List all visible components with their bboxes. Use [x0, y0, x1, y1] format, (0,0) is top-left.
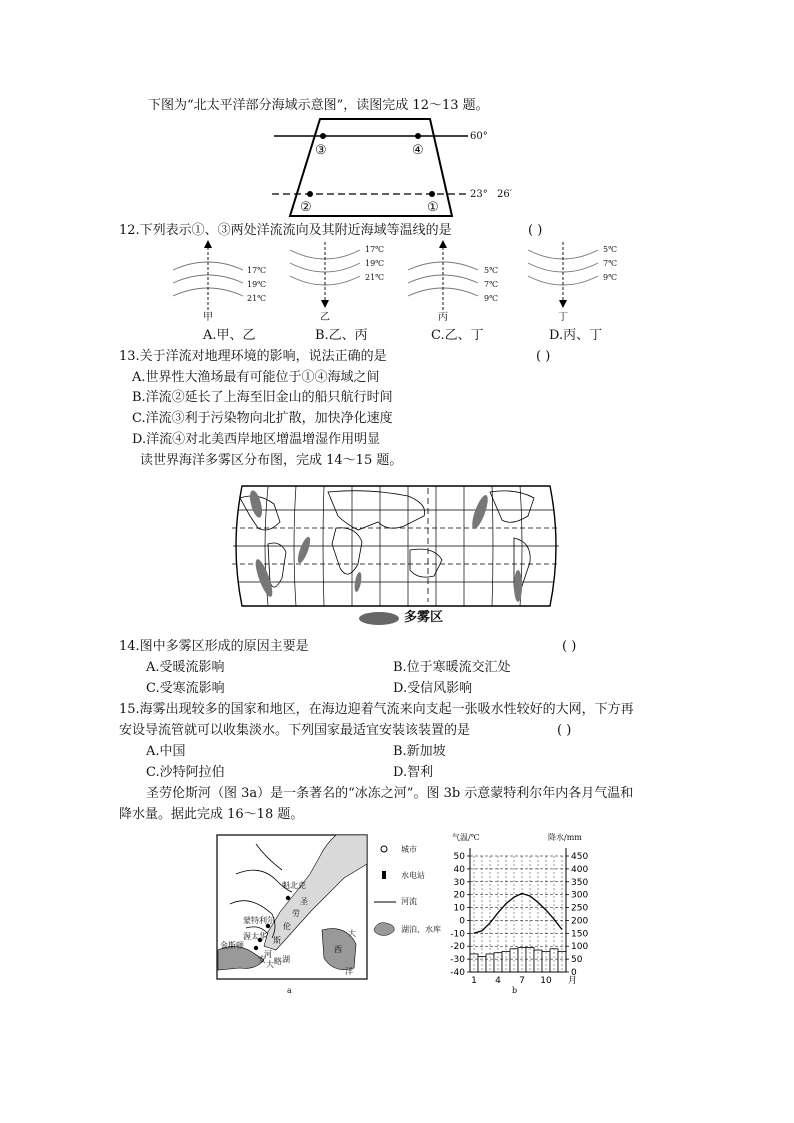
river-char-1: 圣: [300, 897, 308, 906]
bing-temp-2: 7℃: [484, 280, 499, 289]
temp-tick-label: -40: [450, 968, 465, 978]
panel-bing-isotherms: [408, 240, 478, 310]
q12-option-a: A.甲、乙: [203, 328, 256, 343]
place-ottawa: 渥太华: [243, 932, 267, 941]
q15-option-b: B.新加坡: [393, 744, 446, 759]
q15-bracket: ( ): [557, 723, 572, 738]
ocean-char-2: 西: [334, 945, 342, 954]
precip-tick-label: 450: [571, 852, 589, 862]
fog-legend-swatch: [359, 612, 399, 625]
temp-tick-label: -10: [450, 929, 465, 940]
fog-legend-label: 多雾区: [404, 610, 444, 625]
precip-tick-label: 400: [571, 864, 589, 875]
q13-option-d: D.洋流④对北美西岸地区增温增湿作用明显: [132, 432, 381, 447]
precip-tick-label: 100: [571, 942, 589, 953]
intro-16-18-line2: 降水量。据此完成 16～18 题。: [119, 807, 304, 822]
q12-bracket: ( ): [528, 223, 543, 238]
panel-jia-isotherms: [173, 240, 243, 310]
q15-option-d: D.智利: [393, 765, 434, 780]
lake-char-3: 略: [274, 957, 282, 966]
montreal-climate-chart: [436, 844, 602, 986]
q12-option-c: C.乙、丁: [431, 328, 484, 343]
q15-stem-line1: 15.海雾出现较多的国家和地区，在海边迎着气流来向支起一张吸水性较好的大网，下方再: [119, 702, 634, 717]
lat-26-label: 26′: [497, 189, 512, 200]
temp-tick-label: 40: [453, 864, 465, 875]
intro-12-13: 下图为“北太平洋部分海域示意图”，读图完成 12～13 题。: [148, 98, 489, 113]
q12-option-d: D.丙、丁: [549, 328, 603, 343]
q14-option-a: A.受暖流影响: [146, 660, 225, 675]
precip-tick-label: 50: [571, 955, 583, 966]
precip-tick-label: 200: [571, 916, 589, 927]
lake-char-4: 湖: [282, 955, 290, 964]
river-char-5: 河: [264, 950, 272, 959]
ocean-char-1: 大: [348, 929, 356, 938]
river-char-4: 斯: [273, 936, 281, 945]
month-tick-label: 10: [540, 976, 552, 986]
intro-14-15: 读世界海洋多雾区分布图，完成 14～15 题。: [140, 453, 403, 468]
panel-yi-isotherms: [290, 242, 360, 308]
world-fog-map: [228, 482, 564, 610]
month-tick-label: 4: [495, 976, 501, 986]
temperature-line: [474, 893, 562, 933]
q13-option-b: B.洋流②延长了上海至旧金山的船只航行时间: [132, 390, 393, 405]
yi-temp-1: 17℃: [365, 245, 385, 254]
panel-ding-isotherms: [528, 242, 598, 308]
point-3: ③: [315, 143, 327, 158]
st-lawrence-map: [216, 834, 368, 980]
legend-lake: 湖泊、水库: [401, 925, 441, 934]
place-quebec: 魁北克: [282, 881, 306, 890]
place-montreal: 蒙特利尔: [243, 916, 275, 925]
jia-temp-1: 17℃: [247, 266, 267, 275]
bing-temp-3: 9℃: [484, 294, 499, 303]
q14-bracket: ( ): [562, 639, 577, 654]
jia-temp-3: 21℃: [247, 294, 267, 303]
q14-option-b: B.位于寒暖流交汇处: [393, 660, 511, 675]
lat-60-label: 60°: [470, 131, 488, 142]
lake-char-2: 大: [266, 960, 274, 969]
fig3b-caption: b: [512, 986, 518, 995]
fig3a-caption: a: [287, 986, 292, 995]
q13-option-a: A.世界性大渔场最有可能位于①④海域之间: [132, 370, 380, 385]
temp-axis-label: 气温/℃: [452, 833, 480, 842]
ocean-char-3: 洋: [345, 967, 353, 976]
bing-temp-1: 5℃: [484, 266, 499, 275]
panel-name-ding: 丁: [558, 312, 568, 323]
temp-tick-label: 0: [459, 916, 465, 927]
q12-option-b: B.乙、丙: [315, 328, 368, 343]
panel-name-jia: 甲: [203, 312, 213, 323]
place-kingston: 金斯顿: [220, 941, 244, 950]
temp-tick-label: -30: [450, 955, 465, 966]
month-tick-label: 1: [471, 976, 477, 986]
ding-temp-2: 7℃: [603, 259, 618, 268]
point-4: ④: [412, 143, 424, 158]
lat-23-label: 23°: [470, 189, 488, 200]
temp-tick-label: 10: [453, 903, 465, 914]
precip-tick-label: 350: [571, 877, 589, 888]
temp-tick-label: -20: [450, 942, 465, 953]
jia-temp-2: 19℃: [247, 280, 267, 289]
q15-stem-line2: 安设导流管就可以收集淡水。下列国家最适宜安装该装置的是: [119, 723, 471, 738]
intro-16-18-line1: 圣劳伦斯河（图 3a）是一条著名的“冰冻之河”。图 3b 示意蒙特利尔年内各月气温和: [146, 786, 634, 801]
precip-tick-label: 250: [571, 903, 589, 914]
precip-tick-label: 300: [571, 890, 589, 901]
lake-char-1: 安: [258, 955, 266, 964]
fig3a-legend-symbols: [372, 843, 398, 939]
precip-tick-label: 150: [571, 929, 589, 940]
yi-temp-2: 19℃: [365, 259, 385, 268]
legend-city: 城市: [401, 845, 417, 854]
river-char-3: 伦: [283, 922, 291, 931]
yi-temp-3: 21℃: [365, 273, 385, 282]
panel-name-bing: 丙: [438, 312, 448, 323]
temp-tick-label: 20: [453, 890, 465, 901]
point-2: ②: [300, 200, 312, 215]
panel-name-yi: 乙: [320, 312, 330, 323]
legend-river: 河流: [401, 897, 417, 906]
legend-hydropower: 水电站: [401, 871, 425, 880]
river-char-2: 劳: [292, 909, 300, 918]
ding-temp-3: 9℃: [603, 273, 618, 282]
isotherm-panels: [168, 240, 608, 320]
q14-option-c: C.受寒流影响: [146, 681, 225, 696]
q14-option-d: D.受信风影响: [393, 681, 473, 696]
precip-tick-label: 0: [571, 968, 577, 978]
q13-bracket: ( ): [536, 349, 551, 364]
precip-axis-label: 降水/mm: [548, 833, 582, 842]
month-unit-label: 月: [568, 976, 578, 986]
q13-option-c: C.洋流③利于污染物向北扩散，加快净化速度: [132, 411, 393, 426]
point-1: ①: [427, 200, 439, 215]
q12-stem: 12.下列表示①、③两处洋流流向及其附近海域等温线的是: [119, 223, 452, 238]
temp-tick-label: 30: [453, 877, 465, 888]
q14-stem: 14.图中多雾区形成的原因主要是: [119, 639, 309, 654]
temp-tick-label: 50: [453, 852, 465, 862]
q15-option-a: A.中国: [146, 744, 186, 759]
month-tick-label: 7: [519, 976, 525, 986]
q13-stem: 13.关于洋流对地理环境的影响，说法正确的是: [119, 349, 387, 364]
q15-option-c: C.沙特阿拉伯: [146, 765, 225, 780]
ding-temp-1: 5℃: [603, 245, 618, 254]
